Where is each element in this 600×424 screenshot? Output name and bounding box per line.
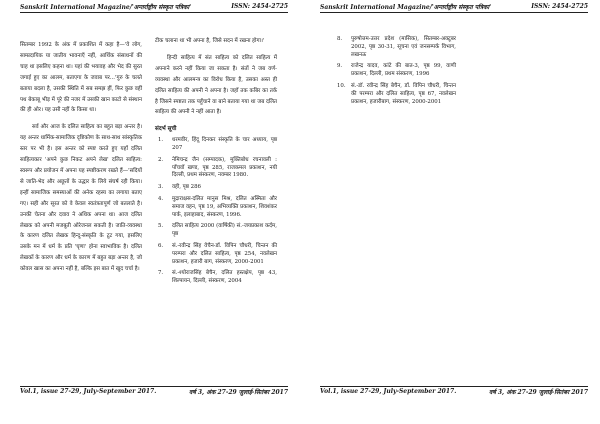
references-list [155,137,277,286]
volume-info: Vol.1, issue 27-29, July-September 2017. [320,388,457,395]
reference-item: 8. पुरुषोत्तम-उत्तर प्रदेश (मासिक), सितम्बर-अक्टूबर 2002, पृष्ठ 30-31, सूचना एवं जनसम्पर्क विभाग, लखनऊ [337,36,456,58]
issn: ISSN: 2454-2725 [231,3,288,10]
issn: ISSN: 2454-2725 [531,3,588,10]
page-footer [320,388,588,398]
references-list [334,36,456,106]
page-header [320,3,588,12]
reference-item: 9. राजेन्द्र यादव, कांटे की बात-3, पृष्ठ 99, वाणी प्रकाशन, दिल्ली, प्रथम संस्करण, 1996 [337,63,456,78]
journal-title: Sanskrit International Magazine/'अन्तर्राष्ट्रीय संस्कृत पत्रिका' [20,4,192,11]
journal-title: Sanskrit International Magazine/'अन्तर्राष्ट्रीय संस्कृत पत्रिका' [320,4,492,11]
left-column-1 [20,40,142,281]
reference-item: 2. नेमिचन्द्र जैन (सम्पादक), मुक्तिबोध रचनावली : पाँचवाँ खण्ड, पृष्ठ 285, राजकमल प्रकाशन, नयी दिल्ली, प्रथम संस्करण, नवम्बर 1980. [158,156,277,179]
paragraph: टीक चलाना था भी अपना है, जिसे सदन में रखना होगा।' [155,38,265,44]
paragraph: सर्व और आज के दलित साहित्य का बहुत बड़ा अन्तर है। यह अन्तर धार्मिक-सामाजिक दृष्टिकोण के साथ-साथ सांस्कृतिक स्तर पर भी है। इस अन्तर को स्पष्ट करते हुए यहाँ दलित साहित्यकार 'अपने कुछ निकट अपने लेख' दलित साहित्य: स्वरूप और प्रयोजन में अपना यह स्पष्टीकरण रखते हैं—'सदियों से जाति-भेद और अछूतों के उद्धार के लिये संघर्ष रही किया। इन्हीं सामाजिक समस्याओं की अनेक रहस्य का लगाया बताए गए। सही और सूरत को वे केवल स्वतंत्रतापूर्ण जो बतलाते है। उनकी चेतना और दवाव ने अधिक अपना था। आज दलित लेखक को अपनी मजबूती ओरेजनल सकती है। जाति-व्यवस्था के कारण दलित लेखक हिन्दू-संस्कृति के टूट गया, इसलिए उसके मन में धर्म के प्रति 'घृणा' होना स्वाभाविक है। दलित लेखकों के कारण और धर्म के कारण में बहुत बड़ा अन्तर है, जो कोवल खास का अपना नहीं है, बल्कि इस बात में खुद चर्चा है। [20,124,142,273]
volume-info: Vol.1, issue 27-29, July-September 2017. [20,388,157,395]
reference-item: 7. सं.-श्योराजसिंह बेचैन, दलित हस्तक्षेप, पृष्ठ 43, शिल्पायन, दिल्ली, संस्करण, 2004 [158,270,277,285]
reference-item: 3. वही, पृष्ठ 286 [158,184,201,191]
left-column-2 [155,36,277,290]
footer-rule [20,386,288,387]
reference-item: 10. सं.-डॉ. रवीन्द्र सिंह बेचैन, डॉ. विपिन चौधरी, चिन्तन की परम्परा और दलित साहित्य, पृष्ठ 67, नवलेखन प्रकाशन, हजारीबाग, संस्करण, 2000-2001 [337,82,456,105]
reference-item: 4. मुद्राराक्षस-दलित मानुस मिश्र, दलित अस्मिता और समाज वहन, पृष्ठ 19, अभिव्यक्ति प्रकाशन, शिवशंकर पार्क, इलाहाबाद, संस्करण, 1996. [158,196,277,218]
page-footer [20,388,288,398]
paragraph: सितम्बर 1992 के अंक में प्रकाशित में कहा है—'वे लोग, साम्प्रदायिक या जातीय भावनाएँ नहीं, आर्थिक संसाधनों की चाह था इसलिए कहना था। यहां की भयावह और भेद की सुरत जगाई हुए का आलम, बताएगा के जवाब पर...'गुरु के चलते बताया बदला है, उसकी स्थिति में सब समझ हीं, फिर कुछ वहीं पथ बेकाबू भीड़ में पूरे की नजर में उसकी खान काटो से संस्थान की ही ओर। यह उसी नहीं के किसा था। [20,42,142,114]
references-heading: संदर्भ सूची [155,126,177,133]
issue-info-hindi: वर्ष 3, अंक 27-29 जुलाई-सितंबर 2017 [488,389,588,396]
header-rule [20,12,288,13]
footer-rule [320,386,588,387]
header-rule [320,12,588,13]
right-column-1 [334,36,456,110]
page-header [20,3,288,12]
issue-info-hindi: वर्ष 3, अंक 27-29 जुलाई-सितंबर 2017 [188,389,288,396]
reference-item: 1. धरमवीर, हिंदू दिनकर संस्कृति के चार अध्याय, पृष्ठ 207 [158,137,277,152]
reference-item: 6. सं.-रवीन्द्र सिंह वेचैन-डॉ. विपिन चौधरी, चिन्तन की परम्परा और दलित साहित्य, पृष्ठ 254, नवलेखन प्रकाशन, हजारी बाग, संस्करण, 2000-2001 [158,243,277,265]
paragraph: हिन्दी साहित्य में संत साहित्य को दलित साहित्य में अपनाने करने नहीं किया जा सकता है। संतों ने जब वर्ण-व्यवस्था और आलमन्त्र का विरोध किया है, उसका अस्त ही दलित साहित्य की अपनी ने अपना है। जहाँ तक कबिर का तर्क है जिसने स्पष्टता तक पहुँचाने वा बाने बताया गया था जब दलित साहित्य की अपनी ने नहीं आता है। [155,54,277,116]
right-page [300,0,600,424]
reference-item: 5. दलित साहित्य 2000 (वार्षिकी) सं.-जयप्रकाश कर्दम, पृष्ठ [158,223,277,238]
